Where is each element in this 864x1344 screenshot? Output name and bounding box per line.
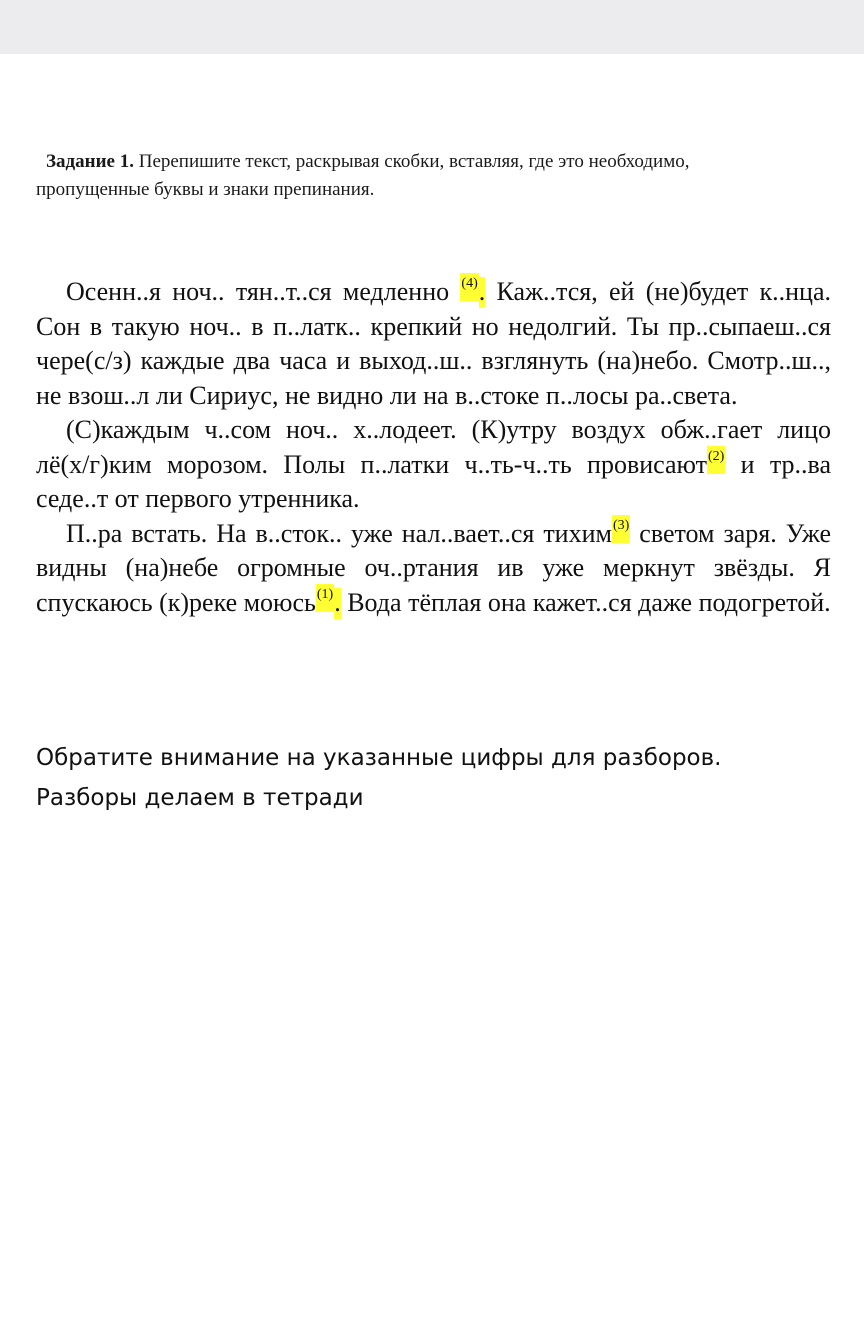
paragraph-2-text-b: и тр..ва седе..т от первого утренника. [36,449,831,513]
paragraph-1-text-a: Осенн..я ноч.. тян..т..ся медленно [66,277,461,306]
paragraph-1-text-b: Каж..тся, ей (не)будет к..нца. Сон в такую ноч.. в п..латк.. крепкий но недолгий. Ты пр..сыпаеш..ся чере(с/з) каждые два часа и выход..ш.. взглянуть (на)небо. Смотр..ш.., не взош..л ли Сириус, не видно ли на в..стоке п..лосы ра..света. [36,277,831,410]
parse-mark-4-dot: . [478,277,486,306]
paragraph-3-text-c: Вода тёплая она кажет..ся даже подогретой. [340,587,831,617]
top-bar [0,0,864,54]
parse-mark-1-dot: . [334,587,341,617]
parse-mark-4: (4) [460,273,478,301]
paragraph-3-text-b: светом заря. Уже видны (на)небе огромные оч..ртания ив уже меркнут звёзды. Я спускаюсь (к)реке моюсь [36,518,831,617]
task-instruction [36,148,756,204]
paragraph-2-text-a: (С)каждым ч..сом ноч.. х..лодеет. (К)утру воздух обж..гает лицо лё(х/г)ким морозом. Полы п..латки ч..ть-ч..ть провисают [36,415,831,479]
paragraph-3-text-a: П..ра встать. На в..сток.. уже нал..вает..ся тихим [66,518,612,548]
parse-mark-1: (1) [316,584,334,612]
note-line-1: Обратите внимание на указанные цифры для разборов. [36,745,722,771]
task-text: Перепишите текст, раскрывая скобки, вставляя, где это необходимо, пропущенные буквы и знаки препинания. [36,151,690,200]
note-line-2: Разборы делаем в тетради [36,785,364,811]
parse-mark-2: (2) [707,446,725,474]
parse-mark-3: (3) [612,515,630,543]
task-label: Задание 1. [46,151,134,172]
paragraph-3 [36,517,831,621]
exercise-passage [36,275,831,620]
note [36,738,826,818]
paragraph-1 [36,275,831,413]
paragraph-2 [36,413,831,517]
